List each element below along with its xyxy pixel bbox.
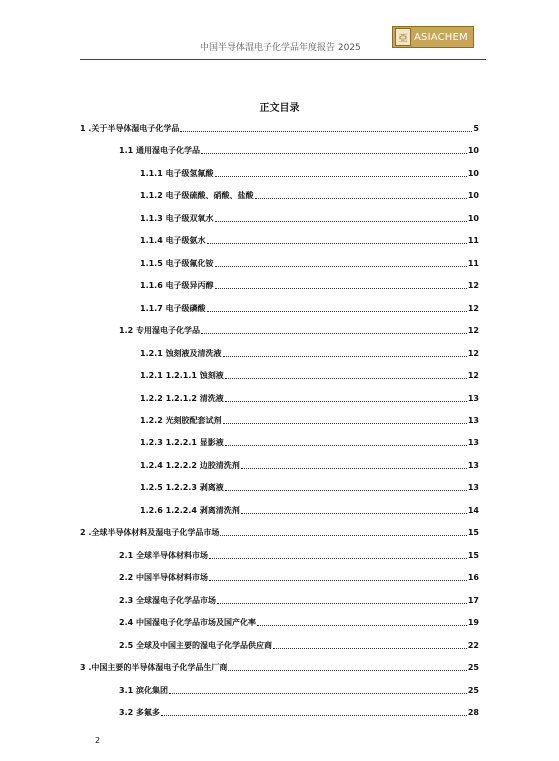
toc-leader-dots bbox=[225, 378, 467, 379]
toc-entry-label: 1.1 通用湿电子化学品 bbox=[119, 146, 200, 156]
toc-entry[interactable] bbox=[140, 392, 479, 404]
toc-leader-dots bbox=[273, 648, 467, 649]
toc-entry-page: 12 bbox=[467, 371, 479, 381]
toc-leader-dots bbox=[217, 603, 467, 604]
toc-entry[interactable] bbox=[119, 144, 479, 156]
toc-entry-label: 1.2.3 1.2.2.1 显影液 bbox=[140, 438, 224, 448]
toc-entry-label: 2.3 全球湿电子化学品市场 bbox=[119, 595, 216, 605]
toc-entry-page: 17 bbox=[467, 595, 479, 605]
toc-entry-label: 3.1 滨化集团 bbox=[119, 685, 168, 695]
toc-entry-label: 1.1.3 电子级双氧水 bbox=[140, 213, 214, 223]
toc-entry-page: 13 bbox=[467, 415, 479, 425]
toc-entry-label: 1.1.6 电子级异丙醇 bbox=[140, 281, 214, 291]
toc-leader-dots bbox=[225, 490, 467, 491]
toc-entry-page: 22 bbox=[467, 640, 479, 650]
toc-entry-label: 1.2.2 1.2.1.2 清洗液 bbox=[140, 393, 224, 403]
toc-entry-label: 2.5 全球及中国主要的湿电子化学品供应商 bbox=[119, 640, 272, 650]
toc-leader-dots bbox=[201, 153, 467, 154]
toc-entry-page: 15 bbox=[467, 528, 479, 538]
toc-leader-dots bbox=[215, 288, 467, 289]
toc-entry[interactable] bbox=[140, 279, 479, 291]
toc-entry[interactable] bbox=[119, 324, 479, 336]
toc-entry[interactable] bbox=[119, 706, 479, 718]
toc-entry-label: 1.1.5 电子级氟化铵 bbox=[140, 258, 214, 268]
toc-entry-label: 1.2.1 蚀刻液及清洗液 bbox=[140, 348, 222, 358]
toc-entry-page: 10 bbox=[467, 146, 479, 156]
toc-leader-dots bbox=[241, 513, 467, 514]
toc-leader-dots bbox=[169, 693, 467, 694]
toc-entry-label: 1.2 专用湿电子化学品 bbox=[119, 326, 200, 336]
toc-entry-label: 1.2.6 1.2.2.4 剥离清洗剂 bbox=[140, 505, 240, 515]
toc-entry-page: 10 bbox=[467, 213, 479, 223]
toc-entry[interactable] bbox=[119, 594, 479, 606]
toc-entry-label: 2.4 中国湿电子化学品市场及国产化率 bbox=[119, 618, 256, 628]
toc-entry-label: 1.1.7 电子级磷酸 bbox=[140, 303, 206, 313]
toc-entry-page: 13 bbox=[467, 393, 479, 403]
toc-entry[interactable] bbox=[140, 347, 479, 359]
toc-leader-dots bbox=[180, 131, 472, 132]
toc-entry[interactable] bbox=[119, 684, 479, 696]
toc-leader-dots bbox=[215, 221, 467, 222]
toc-entry-label: 2.2 中国半导体材料市场 bbox=[119, 573, 208, 583]
toc-entry[interactable] bbox=[140, 369, 479, 381]
toc-entry[interactable] bbox=[80, 122, 479, 134]
toc-entry[interactable] bbox=[140, 189, 479, 201]
toc-entry[interactable] bbox=[80, 661, 479, 673]
toc-entry[interactable] bbox=[140, 481, 479, 493]
toc-entry[interactable] bbox=[140, 234, 479, 246]
toc-entry[interactable] bbox=[140, 302, 479, 314]
toc-leader-dots bbox=[241, 468, 467, 469]
logo-mark-icon: 亞 bbox=[395, 28, 411, 46]
toc-entry[interactable] bbox=[80, 526, 479, 538]
toc-leader-dots bbox=[223, 356, 467, 357]
toc-entry-label: 3 .中国主要的半导体湿电子化学品生厂商 bbox=[80, 663, 228, 673]
toc-entry-page: 10 bbox=[467, 191, 479, 201]
toc-entry[interactable] bbox=[119, 549, 479, 561]
toc-entry-page: 13 bbox=[467, 460, 479, 470]
toc-leader-dots bbox=[207, 243, 467, 244]
toc-entry[interactable] bbox=[119, 571, 479, 583]
toc-entry-page: 15 bbox=[467, 550, 479, 560]
toc-entry-label: 3.2 多氟多 bbox=[119, 707, 160, 717]
toc-entry-page: 13 bbox=[467, 438, 479, 448]
toc-entry-label: 1.1.2 电子级硫酸、硝酸、盐酸 bbox=[140, 191, 254, 201]
toc-entry-label: 1.1.1 电子级氢氟酸 bbox=[140, 168, 214, 178]
toc-leader-dots bbox=[223, 423, 467, 424]
toc-entry[interactable] bbox=[140, 212, 479, 224]
toc-leader-dots bbox=[225, 401, 467, 402]
toc-entry-page: 12 bbox=[467, 326, 479, 336]
toc-entry-page: 10 bbox=[467, 168, 479, 178]
toc-leader-dots bbox=[209, 580, 467, 581]
toc-entry[interactable] bbox=[140, 436, 479, 448]
toc-entry[interactable] bbox=[140, 504, 479, 516]
toc-entry[interactable] bbox=[140, 414, 479, 426]
toc-entry[interactable] bbox=[140, 257, 479, 269]
toc-entry-label: 1.2.2 光刻胶配套试剂 bbox=[140, 415, 222, 425]
toc-leader-dots bbox=[207, 311, 467, 312]
toc-leader-dots bbox=[209, 558, 467, 559]
toc-entry[interactable] bbox=[119, 616, 479, 628]
toc-leader-dots bbox=[201, 333, 467, 334]
toc-entry-page: 12 bbox=[467, 348, 479, 358]
toc-entry-label: 1.2.1 1.2.1.1 蚀刻液 bbox=[140, 371, 224, 381]
logo-text: ASIACHEM bbox=[414, 31, 468, 43]
toc-leader-dots bbox=[257, 625, 467, 626]
toc-entry-label: 1.2.4 1.2.2.2 边胶清洗剂 bbox=[140, 460, 240, 470]
toc-leader-dots bbox=[225, 445, 467, 446]
toc-entry-label: 2.1 全球半导体材料市场 bbox=[119, 550, 208, 560]
toc-entry-label: 1.2.5 1.2.2.3 剥离液 bbox=[140, 483, 224, 493]
toc-entry-page: 19 bbox=[467, 618, 479, 628]
toc-entry-label: 2 .全球半导体材料及湿电子化学品市场 bbox=[80, 528, 220, 538]
report-title: 中国半导体湿电子化学品年度报告 2025 bbox=[200, 43, 361, 53]
toc-entry[interactable] bbox=[140, 459, 479, 471]
toc-entry-label: 1 .关于半导体湿电子化学品 bbox=[80, 124, 180, 133]
toc-heading: 正文目录 bbox=[259, 103, 300, 114]
toc-entry-page: 14 bbox=[467, 505, 479, 515]
toc-entry-page: 11 bbox=[467, 236, 479, 246]
toc-leader-dots bbox=[215, 266, 467, 267]
header-divider bbox=[80, 59, 486, 60]
toc-leader-dots bbox=[220, 535, 466, 536]
toc-entry-page: 13 bbox=[467, 483, 479, 493]
toc-entry-label: 1.1.4 电子级氨水 bbox=[140, 236, 206, 246]
toc-entry-page: 25 bbox=[467, 663, 479, 673]
toc-entry-page: 12 bbox=[467, 281, 479, 291]
toc-entry-page: 28 bbox=[467, 707, 479, 717]
toc-leader-dots bbox=[161, 715, 467, 716]
toc-leader-dots bbox=[215, 176, 467, 177]
toc-entry-page: 25 bbox=[467, 685, 479, 695]
toc-leader-dots bbox=[255, 198, 467, 199]
toc-entry-page: 16 bbox=[467, 573, 479, 583]
toc-entry-page: 11 bbox=[467, 258, 479, 268]
toc-entry[interactable] bbox=[140, 167, 479, 179]
toc-entry-page: 5 bbox=[473, 124, 479, 133]
toc-leader-dots bbox=[228, 670, 466, 671]
toc-entry-page: 12 bbox=[467, 303, 479, 313]
toc-entry[interactable] bbox=[119, 639, 479, 651]
asiachem-logo bbox=[392, 26, 474, 48]
page-number: 2 bbox=[95, 736, 101, 745]
